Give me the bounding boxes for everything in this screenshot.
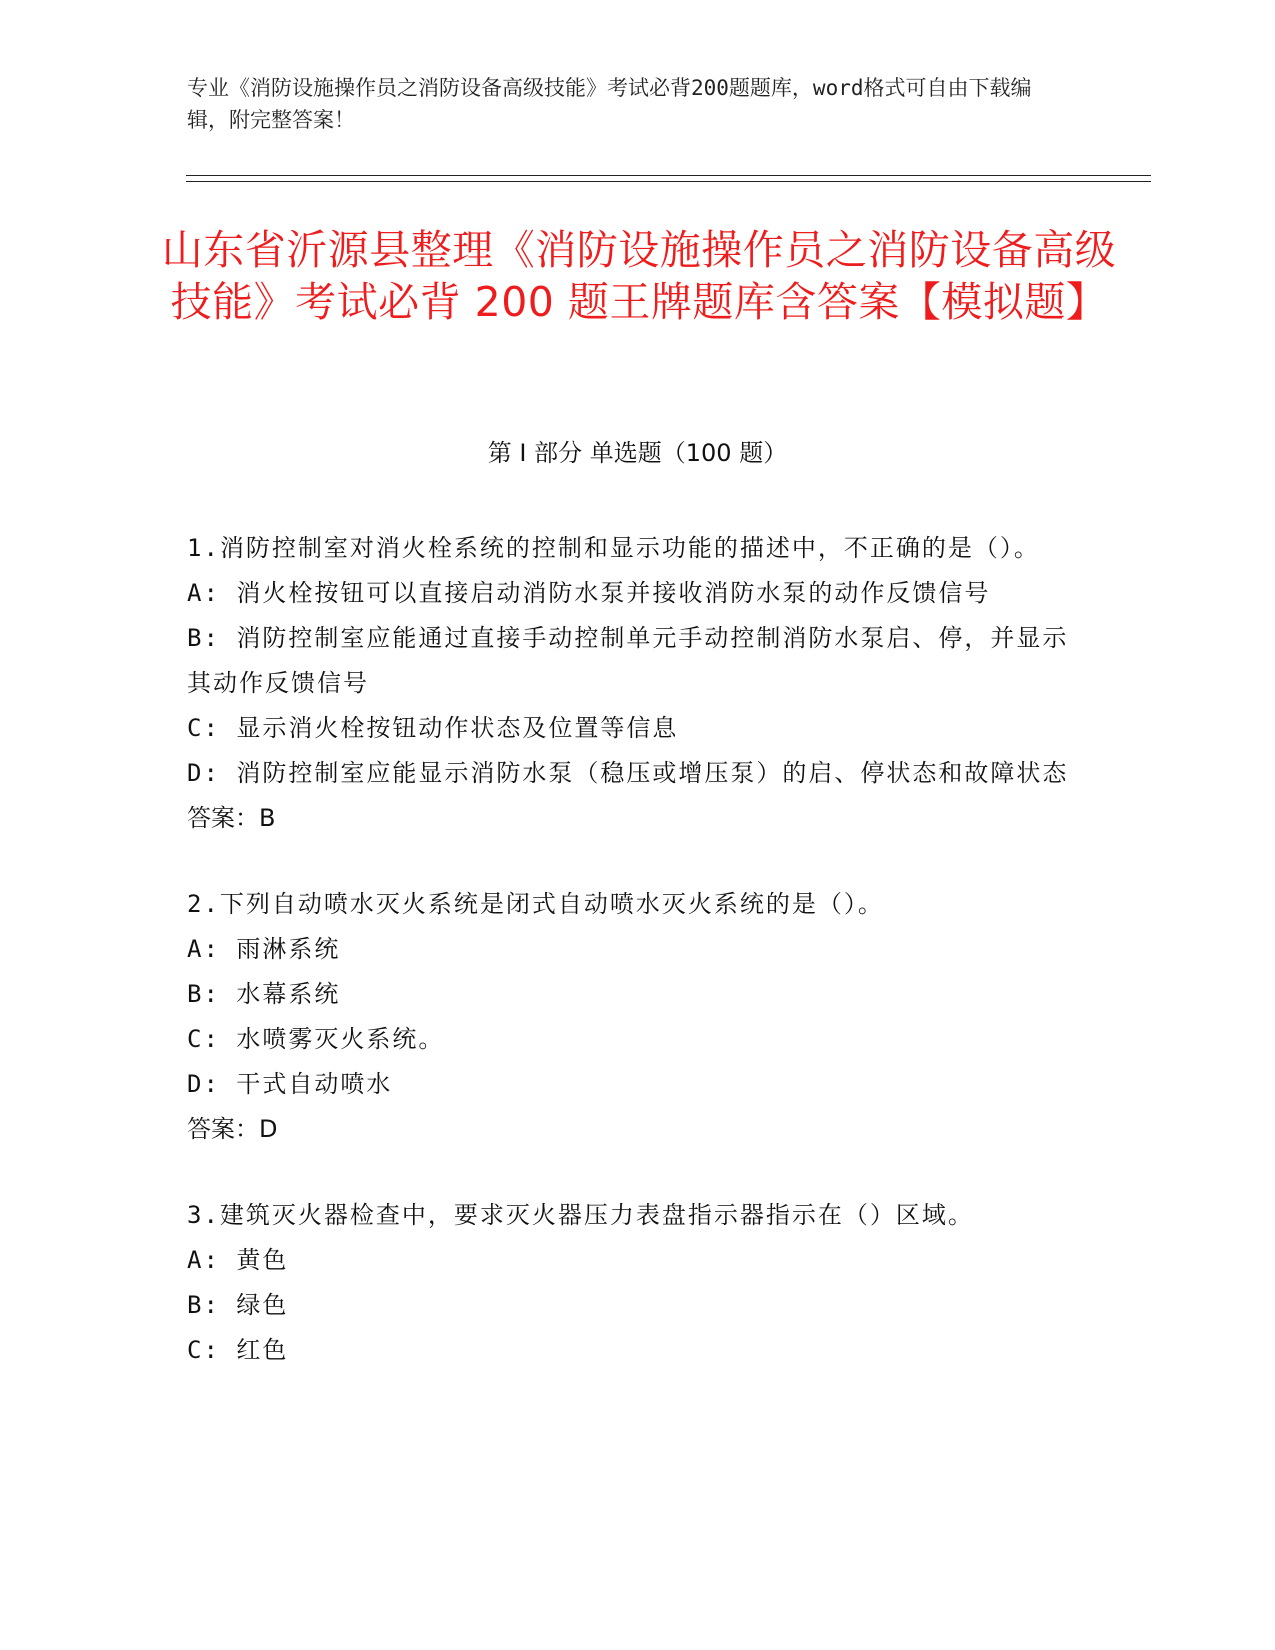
question-2 bbox=[187, 882, 1087, 1152]
header-divider-top bbox=[186, 175, 1151, 176]
question-answer: 答案：B bbox=[187, 804, 276, 832]
question-3 bbox=[187, 1193, 1087, 1373]
header-note: 专业《消防设施操作员之消防设备高级技能》考试必背200题题库，word格式可自由下载编辑，附完整答案！ bbox=[187, 76, 1032, 132]
section-heading: 第 I 部分 单选题（100 题） bbox=[487, 439, 788, 467]
question-stem: 2.下列自动喷水灭火系统是闭式自动喷水灭火系统的是（）。 bbox=[187, 890, 884, 918]
question-stem: 3.建筑灭火器检查中，要求灭火器压力表盘指示器指示在（）区域。 bbox=[187, 1201, 974, 1229]
question-answer: 答案：D bbox=[187, 1115, 278, 1143]
option-c: C: 显示消火栓按钮动作状态及位置等信息 bbox=[187, 714, 679, 742]
option-c: C: 水喷雾灭火系统。 bbox=[187, 1025, 445, 1053]
option-d: D: 干式自动喷水 bbox=[187, 1070, 393, 1098]
question-1 bbox=[187, 526, 1087, 841]
question-stem: 1.消防控制室对消火栓系统的控制和显示功能的描述中，不正确的是（）。 bbox=[187, 534, 1040, 562]
option-a: A: 消火栓按钮可以直接启动消防水泵并接收消防水泵的动作反馈信号 bbox=[187, 579, 991, 607]
option-b: B: 绿色 bbox=[187, 1291, 289, 1319]
option-c: C: 红色 bbox=[187, 1336, 289, 1364]
header-divider-bottom bbox=[186, 181, 1151, 182]
option-a: A: 黄色 bbox=[187, 1246, 289, 1274]
option-a: A: 雨淋系统 bbox=[187, 935, 341, 963]
question-list bbox=[187, 526, 1087, 1414]
option-b: B: 水幕系统 bbox=[187, 980, 341, 1008]
option-b: B: 消防控制室应能通过直接手动控制单元手动控制消防水泵启、停，并显示其动作反馈信号 bbox=[187, 624, 1069, 697]
option-d: D: 消防控制室应能显示消防水泵（稳压或增压泵）的启、停状态和故障状态 bbox=[187, 759, 1069, 787]
document-title: 山东省沂源县整理《消防设施操作员之消防设备高级技能》考试必背 200 题王牌题库含答案【模拟题】 bbox=[161, 226, 1117, 326]
